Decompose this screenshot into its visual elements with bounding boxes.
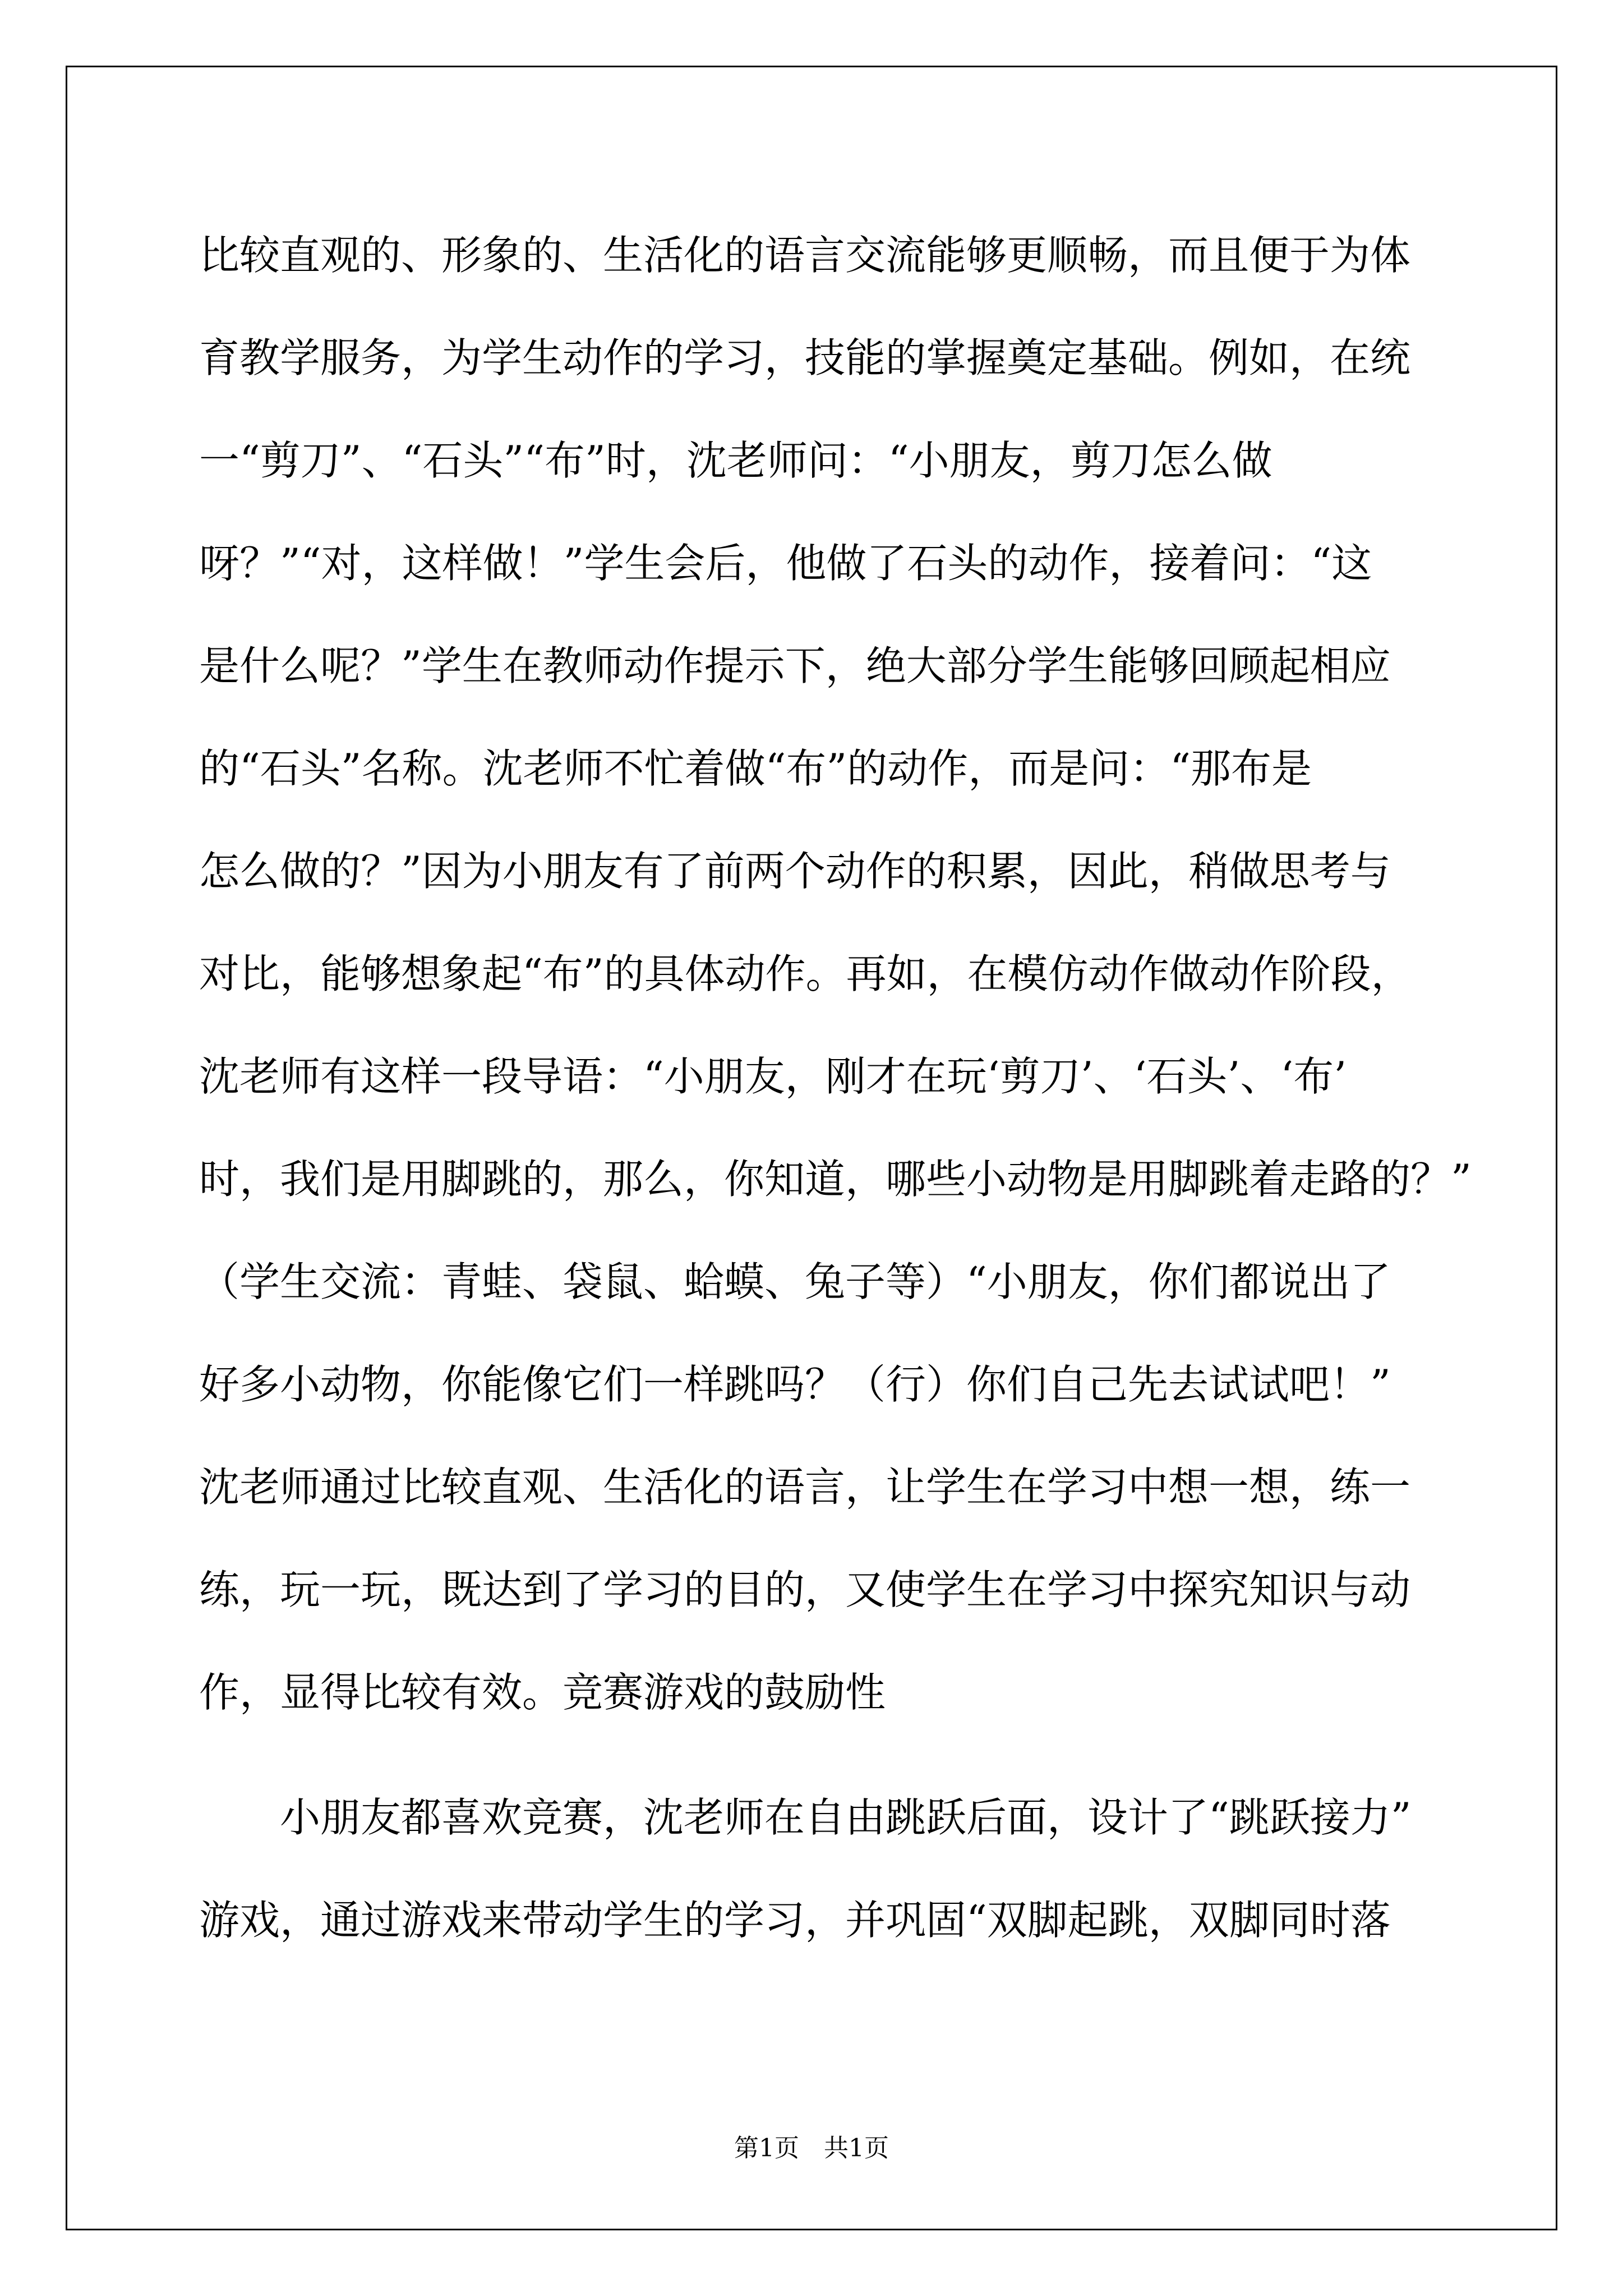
paragraph-first-line: 小朋友都喜欢竞赛，沈老师在自由跳跃后面，设计了“跳跃接力” (280, 1794, 1412, 1841)
text-line: 比较直观的、形象的、生活化的语言交流能够更顺畅，而且便于为体 (199, 232, 1411, 279)
text-line: 练，玩一玩，既达到了学习的目的，又使学生在学习中探究知识与动 (199, 1566, 1411, 1613)
text-line: 作，显得比较有效。竞赛游戏的鼓励性 (199, 1669, 886, 1716)
text-line: 一“剪刀”、“石头”“布”时，沈老师问：“小朋友，剪刀怎么做 (199, 437, 1272, 484)
text-line: 时，我们是用脚跳的，那么，你知道，哪些小动物是用脚跳着走路的？” (199, 1156, 1472, 1203)
text-line: 是什么呢？”学生在教师动作提示下，绝大部分学生能够回顾起相应 (199, 642, 1391, 689)
text-line: 沈老师有这样一段导语：“小朋友，刚才在玩‘剪刀’、‘石头’、‘布’ (199, 1053, 1347, 1100)
text-line: 育教学服务，为学生动作的学习，技能的掌握奠定基础。例如，在统 (199, 334, 1411, 381)
text-line: 对比，能够想象起“布”的具体动作。再如，在模仿动作做动作阶段， (199, 950, 1412, 997)
document-body (199, 204, 1472, 1972)
text-line: 沈老师通过比较直观、生活化的语言，让学生在学习中想一想，练一 (199, 1464, 1411, 1511)
text-line: 呀？”“对，这样做！”学生会后，他做了石头的动作，接着问：“这 (199, 540, 1372, 587)
text-line: 好多小动物，你能像它们一样跳吗？（行）你们自己先去试试吧！” (199, 1361, 1391, 1408)
page-number: 第1页 共1页 (734, 2134, 889, 2162)
text-line: （学生交流：青蛙、袋鼠、蛤蟆、兔子等）“小朋友，你们都说出了 (199, 1258, 1391, 1305)
text-line: 怎么做的？”因为小朋友有了前两个动作的积累，因此，稍做思考与 (199, 848, 1391, 895)
text-line: 的“石头”名称。沈老师不忙着做“布”的动作，而是问：“那布是 (199, 745, 1312, 792)
text-line: 游戏，通过游戏来带动学生的学习，并巩固“双脚起跳，双脚同时落 (199, 1897, 1391, 1944)
